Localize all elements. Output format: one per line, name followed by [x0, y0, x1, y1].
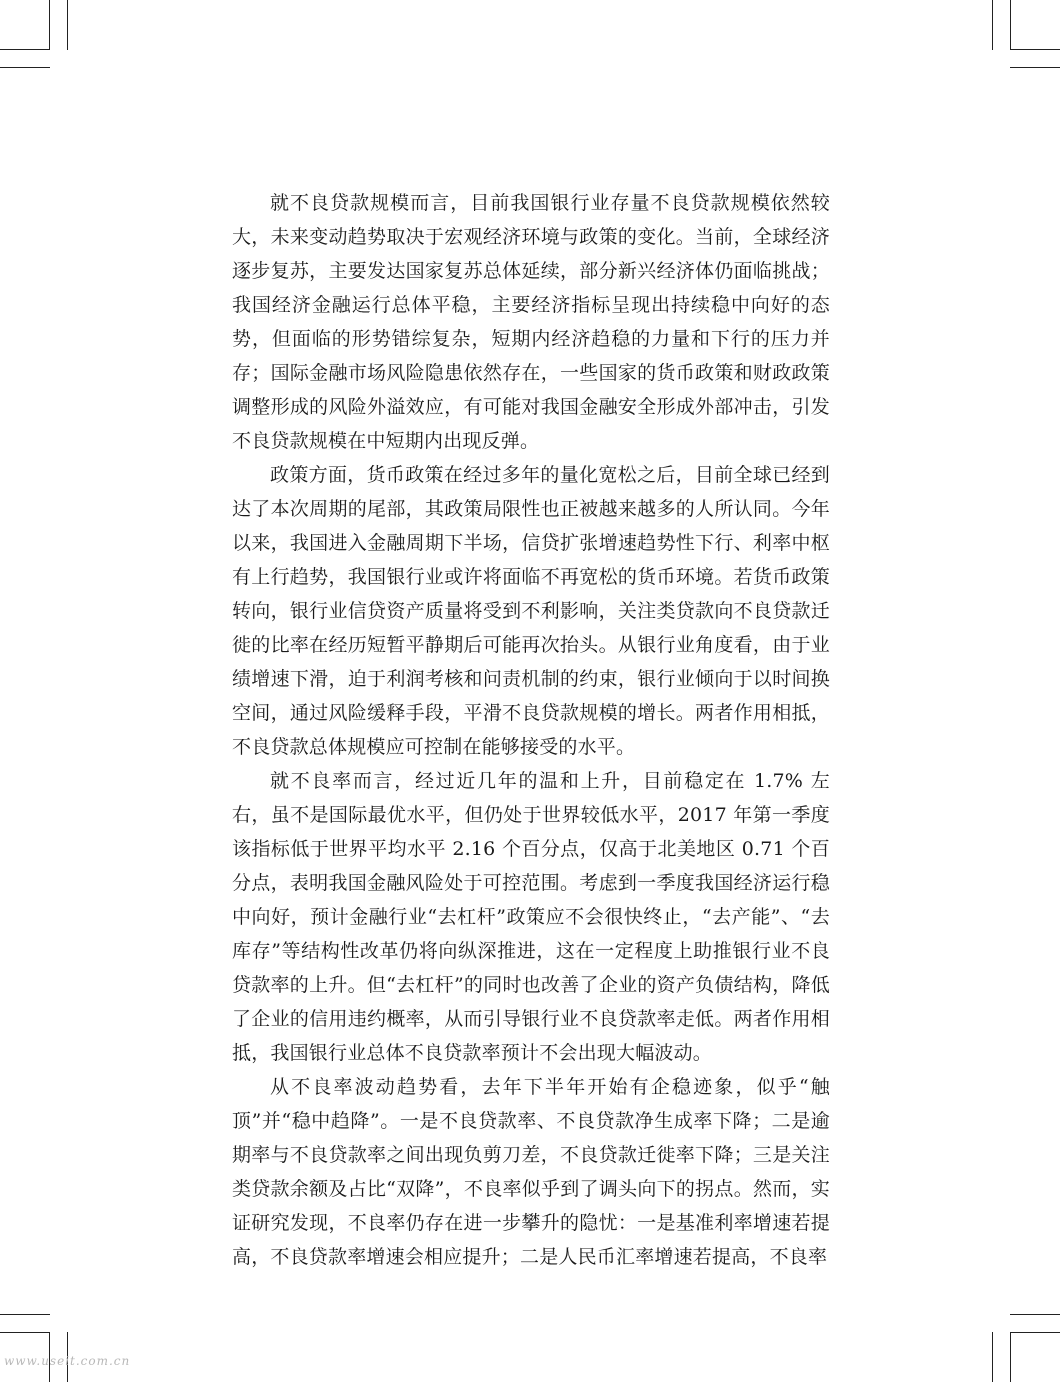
- crop-mark-top-left-vertical: [49, 0, 50, 50]
- crop-mark-bottom-right-vertical: [992, 1332, 993, 1382]
- crop-mark-bottom-left-horizontal: [0, 1314, 50, 1315]
- crop-mark-top-right-vertical-inner: [1010, 0, 1011, 50]
- paragraph-npl-ratio: 就不良率而言，经过近几年的温和上升，目前稳定在 1.7% 左右，虽不是国际最优水平，但仍处于世界较低水平，2017 年第一季度该指标低于世界平均水平 2.16 个百分点，仅高于北美地区 0.71 个百分点，表明我国金融风险处于可控范围。考虑到一季度我国经济运行稳中向好，预计金融行业“去杠杆”政策应不会很快终止，“去产能”、“去库存”等结构性改革仍将向纵深推进，这在一定程度上助推银行业不良贷款率的上升。但“去杠杆”的同时也改善了企业的资产负债结构，降低了企业的信用违约概率，从而引导银行业不良贷款率走低。两者作用相抵，我国银行业总体不良贷款率预计不会出现大幅波动。: [232, 770, 830, 1064]
- crop-mark-top-right-horizontal-inner: [1010, 67, 1060, 68]
- crop-mark-bottom-right-horizontal-inner: [1010, 1332, 1060, 1333]
- document-body: [232, 186, 830, 1274]
- crop-mark-top-left-horizontal-inner: [0, 67, 50, 68]
- paragraph-npl-trend: 从不良率波动趋势看，去年下半年开始有企稳迹象，似乎“触顶”并“稳中趋降”。一是不良贷款率、不良贷款净生成率下降；二是逾期率与不良贷款率之间出现负剪刀差，不良贷款迁徙率下降；三是关注类贷款余额及占比“双降”，不良率似乎到了调头向下的拐点。然而，实证研究发现，不良率仍存在进一步攀升的隐忧：一是基准利率增速若提高，不良贷款率增速会相应提升；二是人民币汇率增速若提高，不良率: [232, 1076, 830, 1268]
- paragraph-npl-scale: 就不良贷款规模而言，目前我国银行业存量不良贷款规模依然较大，未来变动趋势取决于宏观经济环境与政策的变化。当前，全球经济逐步复苏，主要发达国家复苏总体延续，部分新兴经济体仍面临挑战；我国经济金融运行总体平稳，主要经济指标呈现出持续稳中向好的态势，但面临的形势错综复杂，短期内经济趋稳的力量和下行的压力并存；国际金融市场风险隐患依然存在，一些国家的货币政策和财政政策调整形成的风险外溢效应，有可能对我国金融安全形成外部冲击，引发不良贷款规模在中短期内出现反弹。: [232, 192, 830, 452]
- crop-mark-bottom-left-horizontal-inner: [0, 1332, 50, 1333]
- crop-mark-bottom-right-horizontal: [1010, 1314, 1060, 1315]
- paragraph-policy: 政策方面，货币政策在经过多年的量化宽松之后，目前全球已经到达了本次周期的尾部，其政策局限性也正被越来越多的人所认同。今年以来，我国进入金融周期下半场，信贷扩张增速趋势性下行、利率中枢有上行趋势，我国银行业或许将面临不再宽松的货币环境。若货币政策转向，银行业信贷资产质量将受到不利影响，关注类贷款向不良贷款迁徙的比率在经历短暂平静期后可能再次抬头。从银行业角度看，由于业绩增速下滑，迫于利润考核和问责机制的约束，银行业倾向于以时间换空间，通过风险缓释手段，平滑不良贷款规模的增长。两者作用相抵，不良贷款总体规模应可控制在能够接受的水平。: [232, 464, 830, 758]
- watermark: www.useit.com.cn: [4, 1354, 131, 1368]
- crop-mark-top-right-horizontal: [1010, 49, 1060, 50]
- crop-mark-top-right-vertical: [992, 0, 993, 50]
- crop-mark-bottom-right-vertical-inner: [1010, 1332, 1011, 1382]
- crop-mark-top-left-horizontal: [0, 49, 50, 50]
- crop-mark-top-left-vertical-inner: [67, 0, 68, 50]
